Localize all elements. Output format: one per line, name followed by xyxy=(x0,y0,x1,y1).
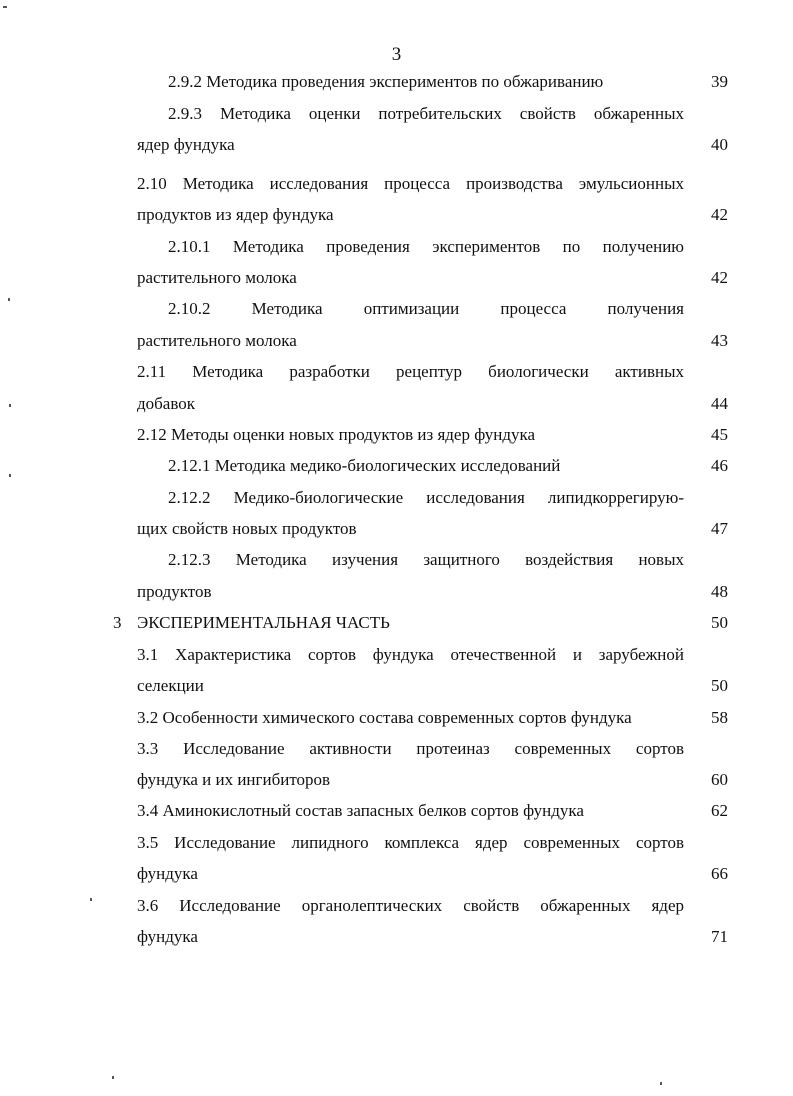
page-number: 3 xyxy=(391,44,402,65)
toc-entry-text: 3.5 Исследование липидного комплекса ядер современных сортов xyxy=(137,833,684,852)
toc-entry-text-cont: фундука и их ингибиторов xyxy=(137,770,331,789)
toc-entry-page: 48 xyxy=(711,582,728,601)
scan-speck xyxy=(3,6,7,8)
chapter-number: 3 xyxy=(113,613,122,632)
toc-entry-page: 43 xyxy=(711,331,728,350)
toc-entry-page: 46 xyxy=(711,456,728,475)
toc-entry-page: 50 xyxy=(711,676,728,695)
toc-entry-page: 47 xyxy=(711,519,728,538)
toc-entry-text-cont: ядер фундука xyxy=(137,135,235,154)
toc-entry-page: 44 xyxy=(711,394,728,413)
toc-entry-page: 42 xyxy=(711,205,728,224)
toc-entry-text: 3.3 Исследование активности протеиназ современных сортов xyxy=(137,739,684,758)
toc-entry-text-cont: добавок xyxy=(137,394,196,413)
toc-entry-page: 66 xyxy=(711,864,728,883)
toc-entry-text-cont: растительного молока xyxy=(137,331,297,350)
toc-entry-text-cont: щих свойств новых продуктов xyxy=(137,519,357,538)
toc-entry-page: 71 xyxy=(711,927,728,946)
toc-entry-text-cont: фундука xyxy=(137,864,198,883)
toc-entry-page: 45 xyxy=(711,425,728,444)
toc-entry-text: 3.1 Характеристика сортов фундука отечественной и зарубежной xyxy=(137,645,684,664)
toc-entry-page: 62 xyxy=(711,801,728,820)
toc-entry-text: 2.12.1 Методика медико-биологических исследований xyxy=(168,456,561,475)
scan-speck xyxy=(9,474,11,477)
toc-entry-text: 2.9.3 Методика оценки потребительских свойств обжаренных xyxy=(168,104,684,123)
scan-speck xyxy=(8,298,10,301)
toc-entry-text: 2.9.2 Методика проведения экспериментов по обжариванию xyxy=(168,72,604,91)
toc-entry-text-cont: растительного молока xyxy=(137,268,297,287)
scan-speck xyxy=(9,404,11,407)
toc-entry-page: 42 xyxy=(711,268,728,287)
toc-entry-text: 2.10.1 Методика проведения экспериментов по получению xyxy=(168,237,684,256)
toc-entry-text-cont: продуктов xyxy=(137,582,212,601)
scan-speck xyxy=(90,898,92,901)
toc-entry-text: 2.12.2 Медико-биологические исследования липидкоррегирую- xyxy=(168,488,684,507)
toc-entry-text: 2.11 Методика разработки рецептур биологически активных xyxy=(137,362,684,381)
toc-entry-text: 3.4 Аминокислотный состав запасных белков сортов фундука xyxy=(137,801,584,820)
toc-entry-page: 58 xyxy=(711,708,728,727)
toc-entry-page: 50 xyxy=(711,613,728,632)
chapter-title: ЭКСПЕРИМЕНТАЛЬНАЯ ЧАСТЬ xyxy=(137,613,390,632)
scan-speck xyxy=(660,1082,662,1085)
toc-entry-text: 3.2 Особенности химического состава современных сортов фундука xyxy=(137,708,632,727)
toc-entry-page: 60 xyxy=(711,770,728,789)
toc-entry-page: 39 xyxy=(711,72,728,91)
toc-entry-text: 2.12 Методы оценки новых продуктов из ядер фундука xyxy=(137,425,536,444)
toc-entry-text: 2.10 Методика исследования процесса производства эмульсионных xyxy=(137,174,684,193)
toc-entry-text-cont: фундука xyxy=(137,927,198,946)
toc-entry-text-cont: селекции xyxy=(137,676,204,695)
toc-entry-text: 3.6 Исследование органолептических свойств обжаренных ядер xyxy=(137,896,684,915)
toc-entry-page: 40 xyxy=(711,135,728,154)
toc-entry-text: 2.10.2 Методика оптимизации процесса получения xyxy=(168,299,684,318)
scan-speck xyxy=(112,1076,114,1079)
toc-entry-text: 2.12.3 Методика изучения защитного воздействия новых xyxy=(168,550,684,569)
toc-entry-text-cont: продуктов из ядер фундука xyxy=(137,205,334,224)
